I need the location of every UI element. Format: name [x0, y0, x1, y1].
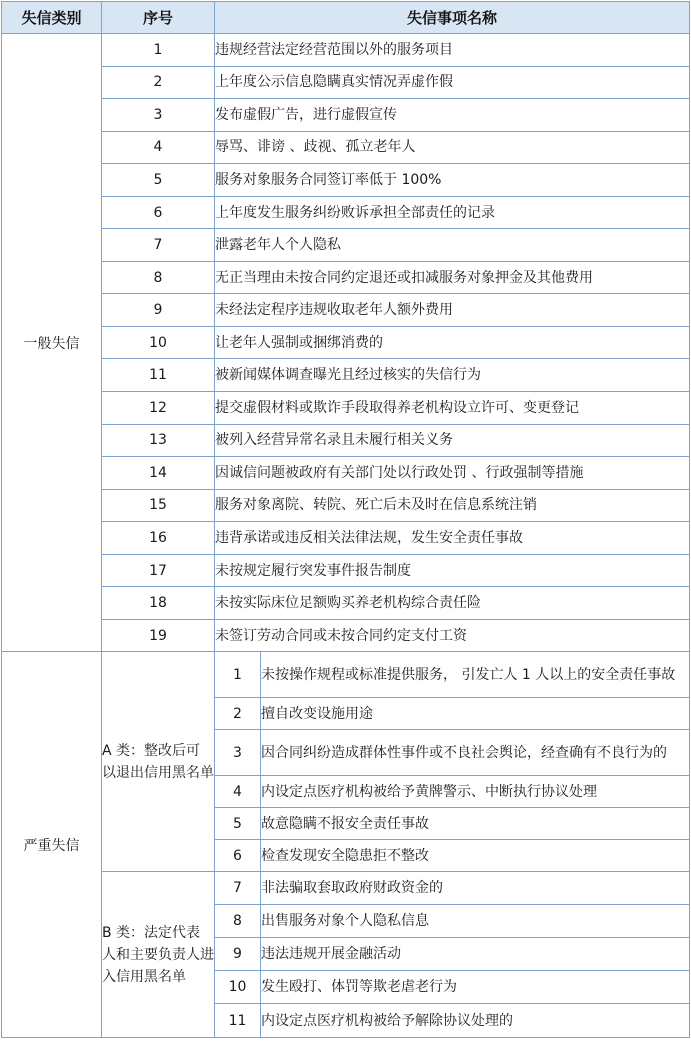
row-number: 14 — [102, 457, 215, 490]
row-item-text: 内设定点医疗机构被给予黄牌警示、中断执行协议处理 — [261, 776, 690, 808]
row-number: 12 — [102, 392, 215, 425]
row-number: 8 — [102, 261, 215, 294]
subcategory-b: B 类：法定代表人和主要负责人进入信用黑名单 — [102, 872, 215, 1038]
row-number: 1 — [215, 652, 261, 698]
row-item-text: 故意隐瞒不报安全责任事故 — [261, 808, 690, 840]
subcategory-a: A 类：整改后可以退出信用黑名单 — [102, 652, 215, 872]
row-item-text: 内设定点医疗机构被给予解除协议处理的 — [261, 1004, 690, 1038]
table-row — [2, 164, 690, 197]
row-number: 3 — [102, 99, 215, 132]
row-number: 7 — [215, 872, 261, 905]
row-number: 17 — [102, 554, 215, 587]
row-number: 15 — [102, 489, 215, 522]
table-row — [2, 66, 690, 99]
row-number: 9 — [215, 938, 261, 971]
table-row — [2, 294, 690, 327]
header-number: 序号 — [102, 2, 215, 34]
category-general: 一般失信 — [2, 34, 102, 652]
row-item-text: 违法违规开展金融活动 — [261, 938, 690, 971]
table-row — [2, 229, 690, 262]
row-item-text: 未经法定程序违规收取老年人额外费用 — [215, 294, 690, 327]
row-number: 4 — [102, 131, 215, 164]
row-number: 2 — [102, 66, 215, 99]
header-item: 失信事项名称 — [215, 2, 690, 34]
table-row — [2, 457, 690, 490]
row-number: 19 — [102, 619, 215, 652]
row-number: 5 — [215, 808, 261, 840]
row-item-text: 服务对象离院、转院、死亡后未及时在信息系统注销 — [215, 489, 690, 522]
table-row — [2, 522, 690, 555]
row-item-text: 让老年人强制或捆绑消费的 — [215, 326, 690, 359]
row-number: 16 — [102, 522, 215, 555]
row-item-text: 因合同纠纷造成群体性事件或不良社会舆论，经查确有不良行为的 — [261, 730, 690, 776]
row-number: 3 — [215, 730, 261, 776]
row-number: 8 — [215, 905, 261, 938]
table-row — [2, 424, 690, 457]
credit-table — [1, 1, 690, 1038]
table-row — [2, 872, 690, 905]
table-row — [2, 652, 690, 698]
table-row — [2, 554, 690, 587]
table-row — [2, 619, 690, 652]
row-item-text: 上年度公示信息隐瞒真实情况弄虚作假 — [215, 66, 690, 99]
table-row — [2, 587, 690, 620]
row-item-text: 泄露老年人个人隐私 — [215, 229, 690, 262]
row-item-text: 检查发现安全隐患拒不整改 — [261, 840, 690, 872]
row-number: 7 — [102, 229, 215, 262]
row-number: 6 — [102, 196, 215, 229]
row-item-text: 辱骂、诽谤 、歧视、孤立老年人 — [215, 131, 690, 164]
row-item-text: 未按规定履行突发事件报告制度 — [215, 554, 690, 587]
header-row — [2, 2, 690, 34]
row-number: 9 — [102, 294, 215, 327]
table-row — [2, 99, 690, 132]
row-item-text: 无正当理由未按合同约定退还或扣减服务对象押金及其他费用 — [215, 261, 690, 294]
row-number: 6 — [215, 840, 261, 872]
table-row — [2, 359, 690, 392]
row-item-text: 未按操作规程或标准提供服务， 引发亡人 1 人以上的安全责任事故 — [261, 652, 690, 698]
row-item-text: 未签订劳动合同或未按合同约定支付工资 — [215, 619, 690, 652]
header-category: 失信类别 — [2, 2, 102, 34]
row-item-text: 被新闻媒体调查曝光且经过核实的失信行为 — [215, 359, 690, 392]
row-item-text: 发布虚假广告，进行虚假宣传 — [215, 99, 690, 132]
row-number: 2 — [215, 698, 261, 730]
table-row — [2, 196, 690, 229]
row-number: 11 — [102, 359, 215, 392]
row-item-text: 上年度发生服务纠纷败诉承担全部责任的记录 — [215, 196, 690, 229]
row-item-text: 被列入经营异常名录且未履行相关义务 — [215, 424, 690, 457]
row-item-text: 擅自改变设施用途 — [261, 698, 690, 730]
row-number: 1 — [102, 34, 215, 67]
row-number: 10 — [102, 326, 215, 359]
table-row — [2, 489, 690, 522]
row-item-text: 违规经营法定经营范围以外的服务项目 — [215, 34, 690, 67]
row-number: 5 — [102, 164, 215, 197]
row-item-text: 提交虚假材料或欺诈手段取得养老机构设立许可、变更登记 — [215, 392, 690, 425]
row-number: 11 — [215, 1004, 261, 1038]
table-row — [2, 34, 690, 67]
row-item-text: 违背承诺或违反相关法律法规，发生安全责任事故 — [215, 522, 690, 555]
row-item-text: 出售服务对象个人隐私信息 — [261, 905, 690, 938]
table-row — [2, 326, 690, 359]
row-number: 18 — [102, 587, 215, 620]
row-number: 13 — [102, 424, 215, 457]
row-item-text: 非法骗取套取政府财政资金的 — [261, 872, 690, 905]
row-item-text: 因诚信问题被政府有关部门处以行政处罚 、行政强制等措施 — [215, 457, 690, 490]
table-row — [2, 131, 690, 164]
row-number: 4 — [215, 776, 261, 808]
row-item-text: 服务对象服务合同签订率低于 100% — [215, 164, 690, 197]
category-serious: 严重失信 — [2, 652, 102, 1038]
row-item-text: 未按实际床位足额购买养老机构综合责任险 — [215, 587, 690, 620]
table-row — [2, 392, 690, 425]
row-item-text: 发生殴打、体罚等欺老虐老行为 — [261, 971, 690, 1004]
row-number: 10 — [215, 971, 261, 1004]
table-row — [2, 261, 690, 294]
